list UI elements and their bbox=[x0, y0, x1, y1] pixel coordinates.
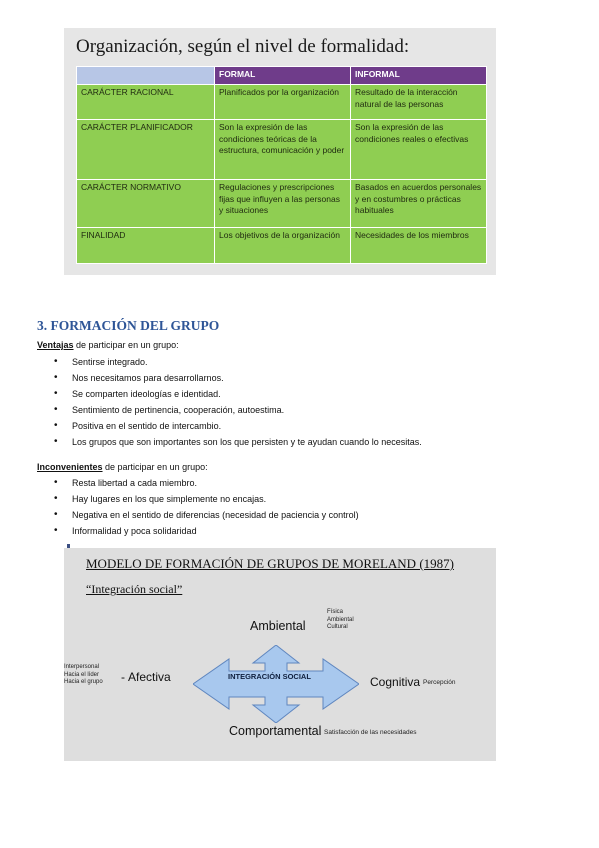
table-header-row bbox=[77, 67, 487, 85]
header-cell-blank bbox=[77, 67, 215, 85]
note-line: Ambiental bbox=[327, 616, 354, 623]
ventajas-intro-text: de participar en un grupo: bbox=[73, 340, 179, 350]
list-item: • Nos necesitamos para desarrollarnos. bbox=[0, 370, 422, 386]
center-label: INTEGRACIÓN SOCIAL bbox=[228, 672, 311, 681]
table-row bbox=[77, 180, 487, 228]
list-item: • Hay lugares en los que simplemente no encajas. bbox=[0, 491, 359, 507]
table-cell: Regulaciones y prescripciones fijas que influyen a las personas y situaciones bbox=[215, 180, 351, 228]
note-line: Hacia el grupo bbox=[64, 679, 103, 685]
ventajas-label: Ventajas bbox=[37, 340, 74, 350]
table-row bbox=[77, 228, 487, 264]
list-item: • Sentirse integrado. bbox=[0, 354, 422, 370]
four-way-arrow-icon bbox=[193, 645, 359, 723]
table-cell: Basados en acuerdos personales y en costumbres o prácticas habituales bbox=[351, 180, 487, 228]
list-item: • Los grupos que son importantes son los que persisten y te ayudan cuando lo necesitas. bbox=[0, 434, 422, 450]
section-heading: 3. FORMACIÓN DEL GRUPO bbox=[37, 318, 220, 333]
formality-slide bbox=[64, 28, 496, 275]
ventajas-list bbox=[0, 354, 422, 450]
header-cell-formal: FORMAL bbox=[215, 67, 351, 85]
table-cell: Son la expresión de las condiciones reales o efectivas bbox=[351, 120, 487, 180]
table-cell: Planificados por la organización bbox=[215, 85, 351, 120]
header-cell-informal: INFORMAL bbox=[351, 67, 487, 85]
table-cell: CARÁCTER RACIONAL bbox=[77, 85, 215, 120]
table-cell: FINALIDAD bbox=[77, 228, 215, 264]
note-line: Interpersonal bbox=[64, 664, 100, 670]
slide-subtitle: “Integración social” bbox=[86, 582, 183, 596]
slide-title: Organización, según el nivel de formalidad: bbox=[76, 36, 410, 57]
inconvenientes-intro-text: de participar en un grupo: bbox=[102, 462, 208, 472]
inconvenientes-list bbox=[0, 475, 359, 539]
table-cell: Los objetivos de la organización bbox=[215, 228, 351, 264]
table-cell: CARÁCTER NORMATIVO bbox=[77, 180, 215, 228]
top-label: Ambiental bbox=[250, 619, 306, 633]
list-item: • Sentimiento de pertinencia, cooperación, autoestima. bbox=[0, 402, 422, 418]
right-note: Percepción bbox=[423, 679, 456, 686]
top-notes bbox=[327, 609, 354, 632]
table-cell: CARÁCTER PLANIFICADOR bbox=[77, 120, 215, 180]
slide-title: MODELO DE FORMACIÓN DE GRUPOS DE MORELAND (1987) bbox=[86, 556, 454, 571]
left-label: Afectiva bbox=[128, 670, 171, 684]
note-line: Cultural bbox=[327, 624, 348, 630]
left-dash: - bbox=[121, 670, 125, 684]
bottom-label: Comportamental bbox=[229, 724, 322, 738]
table-cell: Resultado de la interacción natural de las personas bbox=[351, 85, 487, 120]
table-row bbox=[77, 85, 487, 120]
formality-table bbox=[76, 66, 487, 264]
bottom-note: Satisfacción de las necesidades bbox=[324, 729, 417, 736]
note-line: Física bbox=[327, 609, 344, 615]
list-item: • Positiva en el sentido de intercambio. bbox=[0, 418, 422, 434]
left-notes bbox=[64, 664, 103, 687]
inconvenientes-intro bbox=[37, 462, 208, 472]
table-cell: Son la expresión de las condiciones teóricas de la estructura, comunicación y poder bbox=[215, 120, 351, 180]
list-item: • Negativa en el sentido de diferencias (necesidad de paciencia y control) bbox=[0, 507, 359, 523]
note-line: Hacia el líder bbox=[64, 671, 100, 678]
ventajas-intro bbox=[37, 340, 179, 350]
list-item: • Resta libertad a cada miembro. bbox=[0, 475, 359, 491]
right-label: Cognitiva bbox=[370, 675, 421, 689]
list-item: • Se comparten ideologías e identidad. bbox=[0, 386, 422, 402]
table-row bbox=[77, 120, 487, 180]
list-item: • Informalidad y poca solidaridad bbox=[0, 523, 359, 539]
inconvenientes-label: Inconvenientes bbox=[37, 462, 103, 472]
table-cell: Necesidades de los miembros bbox=[351, 228, 487, 264]
